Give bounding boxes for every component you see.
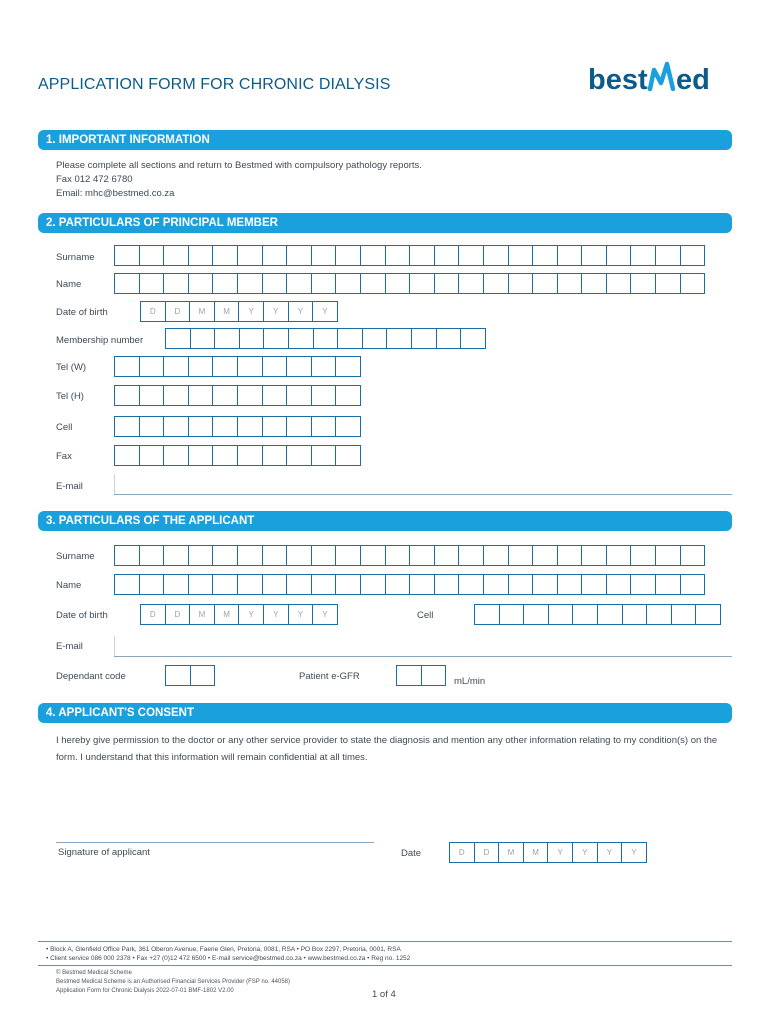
char-box[interactable] <box>212 245 238 266</box>
char-box[interactable] <box>458 545 484 566</box>
date-box[interactable]: D <box>140 301 166 322</box>
char-box[interactable] <box>680 245 706 266</box>
char-box[interactable] <box>458 245 484 266</box>
char-box[interactable] <box>606 273 632 294</box>
char-box[interactable] <box>237 545 263 566</box>
char-box[interactable] <box>212 445 238 466</box>
char-box[interactable] <box>311 545 337 566</box>
date-box[interactable]: D <box>165 301 191 322</box>
char-box[interactable] <box>483 245 509 266</box>
date-box[interactable]: Y <box>288 301 314 322</box>
char-box[interactable] <box>557 273 583 294</box>
patient-egfr-boxes[interactable] <box>396 665 446 686</box>
applicant-surname-boxes[interactable] <box>114 545 705 566</box>
char-box[interactable] <box>532 545 558 566</box>
char-box[interactable] <box>508 273 534 294</box>
char-box[interactable] <box>262 356 288 377</box>
footer-fsp: Bestmed Medical Scheme is an Authorised Financial Services Provider (FSP no. 44058) <box>56 979 291 985</box>
char-box[interactable] <box>630 545 656 566</box>
char-box[interactable] <box>532 273 558 294</box>
char-box[interactable] <box>523 604 549 625</box>
applicant-name-boxes[interactable] <box>114 574 705 595</box>
char-box[interactable] <box>532 574 558 595</box>
char-box[interactable] <box>434 574 460 595</box>
char-box[interactable] <box>212 273 238 294</box>
char-box[interactable] <box>237 445 263 466</box>
date-box[interactable]: Y <box>263 604 289 625</box>
char-box[interactable] <box>188 545 214 566</box>
char-box[interactable] <box>139 273 165 294</box>
member-email-divider <box>114 474 115 494</box>
char-box[interactable] <box>237 273 263 294</box>
member-surname-label: Surname <box>56 252 95 263</box>
char-box[interactable] <box>165 328 191 349</box>
char-box[interactable] <box>311 273 337 294</box>
member-name-boxes[interactable] <box>114 273 705 294</box>
date-box[interactable]: D <box>165 604 191 625</box>
char-box[interactable] <box>335 273 361 294</box>
char-box[interactable] <box>286 545 312 566</box>
member-fax-label: Fax <box>56 451 72 462</box>
section-3-header: 3. PARTICULARS OF THE APPLICANT <box>38 511 732 531</box>
applicant-email-label: E-mail <box>56 641 83 652</box>
char-box[interactable] <box>237 245 263 266</box>
char-box[interactable] <box>188 445 214 466</box>
char-box[interactable] <box>190 665 216 686</box>
char-box[interactable] <box>396 665 422 686</box>
char-box[interactable] <box>508 245 534 266</box>
date-box[interactable]: Y <box>238 301 264 322</box>
char-box[interactable] <box>655 245 681 266</box>
char-box[interactable] <box>360 245 386 266</box>
applicant-dob-label: Date of birth <box>56 610 108 621</box>
char-box[interactable] <box>434 273 460 294</box>
footer-contacts: • Client service 086 000 2378 • Fax +27 (0)12 472 6500 • E-mail service@bestmed.co.za • www.bestmed.co.za • Reg no. 1252 <box>46 955 411 962</box>
char-box[interactable] <box>606 574 632 595</box>
char-box[interactable] <box>212 385 238 406</box>
char-box[interactable] <box>139 545 165 566</box>
char-box[interactable] <box>483 545 509 566</box>
char-box[interactable] <box>362 328 388 349</box>
consent-date-label: Date <box>401 848 422 859</box>
section-4-header: 4. APPLICANT'S CONSENT <box>38 703 732 723</box>
char-box[interactable] <box>572 604 598 625</box>
date-box[interactable]: M <box>523 842 549 863</box>
date-box[interactable]: Y <box>312 301 338 322</box>
char-box[interactable] <box>337 328 363 349</box>
char-box[interactable] <box>163 445 189 466</box>
member-name-label: Name <box>56 279 82 290</box>
char-box[interactable] <box>532 245 558 266</box>
date-box[interactable]: M <box>214 604 240 625</box>
applicant-name-label: Name <box>56 580 82 591</box>
char-box[interactable] <box>262 245 288 266</box>
footer-address: • Block A, Glenfield Office Park, 361 Oberon Avenue, Faerie Glen, Pretoria, 0081, RSA • PO Box 2297, Pretoria, 0001, RSA <box>46 946 401 953</box>
char-box[interactable] <box>263 328 289 349</box>
char-box[interactable] <box>214 328 240 349</box>
date-box[interactable]: M <box>189 301 215 322</box>
char-box[interactable] <box>409 545 435 566</box>
char-box[interactable] <box>557 574 583 595</box>
member-email-field[interactable] <box>114 494 732 495</box>
char-box[interactable] <box>163 245 189 266</box>
char-box[interactable] <box>695 604 721 625</box>
char-box[interactable] <box>188 356 214 377</box>
section-2-header: 2. PARTICULARS OF PRINCIPAL MEMBER <box>38 213 732 233</box>
date-box[interactable]: Y <box>263 301 289 322</box>
date-box[interactable]: M <box>498 842 524 863</box>
char-box[interactable] <box>335 416 361 437</box>
char-box[interactable] <box>508 574 534 595</box>
char-box[interactable] <box>385 574 411 595</box>
char-box[interactable] <box>114 356 140 377</box>
char-box[interactable] <box>499 604 525 625</box>
patient-egfr-label: Patient e-GFR <box>299 671 360 682</box>
footer-rule-top <box>38 941 732 942</box>
char-box[interactable] <box>286 245 312 266</box>
char-box[interactable] <box>630 273 656 294</box>
char-box[interactable] <box>655 574 681 595</box>
char-box[interactable] <box>139 416 165 437</box>
char-box[interactable] <box>188 416 214 437</box>
member-email-label: E-mail <box>56 481 83 492</box>
char-box[interactable] <box>262 545 288 566</box>
char-box[interactable] <box>139 574 165 595</box>
char-box[interactable] <box>335 245 361 266</box>
char-box[interactable] <box>385 273 411 294</box>
date-box[interactable]: D <box>140 604 166 625</box>
char-box[interactable] <box>411 328 437 349</box>
char-box[interactable] <box>385 245 411 266</box>
char-box[interactable] <box>508 545 534 566</box>
char-box[interactable] <box>286 574 312 595</box>
char-box[interactable] <box>335 574 361 595</box>
char-box[interactable] <box>262 416 288 437</box>
char-box[interactable] <box>335 445 361 466</box>
member-tel-work-boxes[interactable] <box>114 356 361 377</box>
footer-copyright: © Bestmed Medical Scheme <box>56 970 132 976</box>
char-box[interactable] <box>313 328 339 349</box>
char-box[interactable] <box>483 273 509 294</box>
char-box[interactable] <box>581 545 607 566</box>
char-box[interactable] <box>163 385 189 406</box>
char-box[interactable] <box>548 604 574 625</box>
member-dob-label: Date of birth <box>56 307 108 318</box>
char-box[interactable] <box>114 574 140 595</box>
char-box[interactable] <box>239 328 265 349</box>
svg-text:best: best <box>588 64 648 96</box>
char-box[interactable] <box>311 574 337 595</box>
char-box[interactable] <box>311 445 337 466</box>
char-box[interactable] <box>188 574 214 595</box>
member-fax-boxes[interactable] <box>114 445 361 466</box>
date-box[interactable]: Y <box>238 604 264 625</box>
char-box[interactable] <box>311 416 337 437</box>
char-box[interactable] <box>114 416 140 437</box>
char-box[interactable] <box>474 604 500 625</box>
section-1-header: 1. IMPORTANT INFORMATION <box>38 130 732 150</box>
char-box[interactable] <box>212 574 238 595</box>
char-box[interactable] <box>190 328 216 349</box>
svg-text:ed: ed <box>676 64 710 96</box>
char-box[interactable] <box>237 416 263 437</box>
char-box[interactable] <box>114 445 140 466</box>
char-box[interactable] <box>434 245 460 266</box>
applicant-surname-label: Surname <box>56 551 95 562</box>
member-tel-home-boxes[interactable] <box>114 385 361 406</box>
char-box[interactable] <box>286 445 312 466</box>
char-box[interactable] <box>212 416 238 437</box>
char-box[interactable] <box>680 273 706 294</box>
char-box[interactable] <box>386 328 412 349</box>
info-fax: Fax 012 472 6780 <box>56 174 133 185</box>
char-box[interactable] <box>286 416 312 437</box>
char-box[interactable] <box>436 328 462 349</box>
char-box[interactable] <box>139 445 165 466</box>
member-tel-home-label: Tel (H) <box>56 391 84 402</box>
char-box[interactable] <box>335 385 361 406</box>
char-box[interactable] <box>165 665 191 686</box>
char-box[interactable] <box>286 273 312 294</box>
char-box[interactable] <box>262 574 288 595</box>
char-box[interactable] <box>606 545 632 566</box>
char-box[interactable] <box>421 665 447 686</box>
char-box[interactable] <box>163 273 189 294</box>
char-box[interactable] <box>385 545 411 566</box>
char-box[interactable] <box>460 328 486 349</box>
char-box[interactable] <box>360 574 386 595</box>
char-box[interactable] <box>286 356 312 377</box>
char-box[interactable] <box>360 545 386 566</box>
char-box[interactable] <box>311 245 337 266</box>
char-box[interactable] <box>557 545 583 566</box>
char-box[interactable] <box>630 245 656 266</box>
char-box[interactable] <box>286 385 312 406</box>
char-box[interactable] <box>114 245 140 266</box>
char-box[interactable] <box>597 604 623 625</box>
applicant-cell-boxes[interactable] <box>474 604 721 625</box>
date-box[interactable]: Y <box>288 604 314 625</box>
char-box[interactable] <box>434 545 460 566</box>
date-box[interactable]: D <box>474 842 500 863</box>
char-box[interactable] <box>163 416 189 437</box>
membership-number-boxes[interactable] <box>165 328 486 349</box>
char-box[interactable] <box>188 385 214 406</box>
char-box[interactable] <box>458 273 484 294</box>
char-box[interactable] <box>655 545 681 566</box>
char-box[interactable] <box>237 385 263 406</box>
char-box[interactable] <box>622 604 648 625</box>
member-tel-work-label: Tel (W) <box>56 362 87 373</box>
char-box[interactable] <box>188 245 214 266</box>
date-box[interactable]: Y <box>572 842 598 863</box>
char-box[interactable] <box>163 545 189 566</box>
char-box[interactable] <box>671 604 697 625</box>
char-box[interactable] <box>163 574 189 595</box>
char-box[interactable] <box>409 273 435 294</box>
bestmed-logo <box>588 58 736 100</box>
char-box[interactable] <box>655 273 681 294</box>
footer-rule-bottom <box>38 965 732 966</box>
char-box[interactable] <box>262 385 288 406</box>
char-box[interactable] <box>335 356 361 377</box>
char-box[interactable] <box>188 273 214 294</box>
date-box[interactable]: M <box>214 301 240 322</box>
char-box[interactable] <box>311 385 337 406</box>
char-box[interactable] <box>237 574 263 595</box>
char-box[interactable] <box>139 385 165 406</box>
char-box[interactable] <box>483 574 509 595</box>
consent-text: I hereby give permission to the doctor or any other service provider to state the diagnosis and mention any other information relating to my condition(s) on the form. I understand that this information will remain confidential at all times. <box>56 735 718 763</box>
date-box[interactable]: D <box>449 842 475 863</box>
date-box[interactable]: Y <box>547 842 573 863</box>
signature-label: Signature of applicant <box>58 847 150 858</box>
char-box[interactable] <box>237 356 263 377</box>
char-box[interactable] <box>630 574 656 595</box>
date-box[interactable]: Y <box>312 604 338 625</box>
footer-doc-ref: Application Form for Chronic Dialysis 2022-07-01 BMF-1802 V2.00 <box>56 988 234 994</box>
date-box[interactable]: Y <box>621 842 647 863</box>
date-box[interactable]: Y <box>597 842 623 863</box>
egfr-unit: mL/min <box>454 676 486 687</box>
char-box[interactable] <box>288 328 314 349</box>
consent-date-boxes[interactable] <box>449 842 647 863</box>
member-surname-boxes[interactable] <box>114 245 705 266</box>
member-cell-label: Cell <box>56 422 73 433</box>
char-box[interactable] <box>646 604 672 625</box>
char-box[interactable] <box>139 356 165 377</box>
char-box[interactable] <box>262 273 288 294</box>
page-title: APPLICATION FORM FOR CHRONIC DIALYSIS <box>38 76 391 93</box>
char-box[interactable] <box>581 273 607 294</box>
char-box[interactable] <box>680 574 706 595</box>
membership-number-label: Membership number <box>56 335 144 346</box>
applicant-email-divider <box>114 636 115 656</box>
applicant-email-field[interactable] <box>114 656 732 657</box>
char-box[interactable] <box>409 574 435 595</box>
char-box[interactable] <box>139 245 165 266</box>
char-box[interactable] <box>212 356 238 377</box>
member-dob-boxes[interactable] <box>140 301 338 322</box>
char-box[interactable] <box>360 273 386 294</box>
char-box[interactable] <box>114 545 140 566</box>
dependant-code-boxes[interactable] <box>165 665 215 686</box>
char-box[interactable] <box>606 245 632 266</box>
char-box[interactable] <box>114 385 140 406</box>
char-box[interactable] <box>262 445 288 466</box>
info-line-1: Please complete all sections and return to Bestmed with compulsory pathology reports. <box>56 160 422 171</box>
applicant-dob-boxes[interactable] <box>140 604 338 625</box>
dependant-code-label: Dependant code <box>56 671 126 682</box>
member-cell-boxes[interactable] <box>114 416 361 437</box>
page-number: 1 of 4 <box>372 989 396 1000</box>
char-box[interactable] <box>557 245 583 266</box>
char-box[interactable] <box>680 545 706 566</box>
info-email: Email: mhc@bestmed.co.za <box>56 188 175 199</box>
char-box[interactable] <box>409 245 435 266</box>
char-box[interactable] <box>458 574 484 595</box>
char-box[interactable] <box>311 356 337 377</box>
char-box[interactable] <box>581 574 607 595</box>
date-box[interactable]: M <box>189 604 215 625</box>
char-box[interactable] <box>335 545 361 566</box>
applicant-cell-label: Cell <box>417 610 434 621</box>
char-box[interactable] <box>163 356 189 377</box>
char-box[interactable] <box>114 273 140 294</box>
char-box[interactable] <box>581 245 607 266</box>
signature-line[interactable] <box>56 842 374 843</box>
char-box[interactable] <box>212 545 238 566</box>
